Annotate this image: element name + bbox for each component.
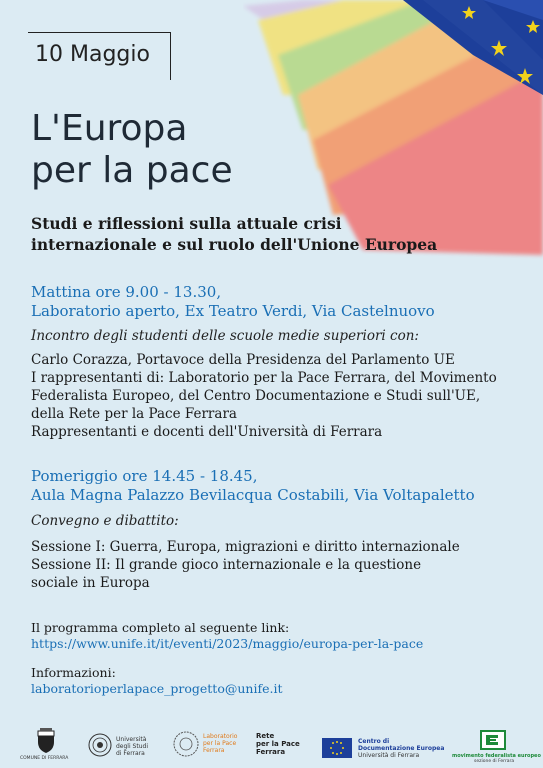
heading-line: Pomeriggio ore 14.45 - 18.45, [31,467,258,485]
afternoon-heading [31,467,475,505]
crest-icon [36,728,56,754]
list-item: Sessione II: Il grande gioco internazionale e la questione [31,557,422,573]
partner-logos [0,722,543,768]
mfe-logo [450,722,540,768]
list-item: Federalista Europeo, del Centro Documentazione e Studi sull'UE, [31,388,481,404]
logo-text: Rete [256,732,275,740]
event-date: 10 Maggio [35,42,150,67]
eu-flag-icon [322,738,352,758]
page-title [31,108,233,192]
list-item: Sessione I: Guerra, Europa, migrazioni e diritto internazionale [31,539,460,555]
laboratorio-pace-logo [173,722,245,768]
program-link[interactable]: https://www.unife.it/it/eventi/2023/maggio/europa-per-la-pace [31,636,424,651]
logo-text: di Ferrara [116,750,145,757]
afternoon-intro: Convegno e dibattito: [31,513,179,529]
title-line: L'Europa [31,108,188,149]
list-item: sociale in Europa [31,575,150,591]
logo-text: per la Pace [203,740,237,747]
info-email-link[interactable]: laboratorioperlapace_progetto@unife.it [31,681,283,696]
logo-text: Università di Ferrara [358,752,420,759]
afternoon-sessions [31,538,460,592]
cde-logo [322,722,445,768]
list-item: della Rete per la Pace Ferrara [31,406,237,422]
info-label: Informazioni: [31,665,116,680]
title-line: per la pace [31,150,233,191]
mfe-emblem-icon [480,730,506,750]
unife-logo [88,722,153,768]
logo-text: Università [116,736,147,743]
logo-text: Documentazione Europea [358,745,445,752]
logo-text: Centro di [358,738,390,745]
heading-line: Aula Magna Palazzo Bevilacqua Costabili, Via Voltapaletto [31,486,475,504]
list-item: I rappresentanti di: Laboratorio per la Pace Ferrara, del Movimento [31,370,497,386]
subtitle-line: internazionale e sul ruolo dell'Unione Europea [31,235,438,254]
list-item: Carlo Corazza, Portavoce della Presidenza del Parlamento UE [31,352,455,368]
logo-text: COMUNE DI FERRARA [20,756,69,761]
rete-pace-logo [256,722,308,768]
program-label: Il programma completo al seguente link: [31,620,290,635]
heading-line: Mattina ore 9.00 - 13.30, [31,283,222,301]
university-seal-icon [88,733,112,757]
peace-seal-icon [173,731,199,757]
logo-text: Ferrara [256,748,286,756]
comune-ferrara-logo [18,722,73,768]
heading-line: Laboratorio aperto, Ex Teatro Verdi, Via Castelnuovo [31,302,435,320]
logo-text: sezione di Ferrara [474,759,515,764]
morning-heading [31,283,435,321]
morning-participants [31,351,497,441]
subtitle-line: Studi e riflessioni sulla attuale crisi [31,214,342,233]
list-item: Rappresentanti e docenti dell'Università di Ferrara [31,424,383,440]
logo-text: Laboratorio [203,733,238,740]
morning-intro: Incontro degli studenti delle scuole medie superiori con: [31,328,419,344]
logo-text: per la Pace [256,740,300,748]
logo-text: Ferrara [203,747,225,754]
logo-text: movimento federalista europeo [452,753,541,759]
subtitle [31,213,437,255]
logo-text: degli Studi [116,743,148,750]
